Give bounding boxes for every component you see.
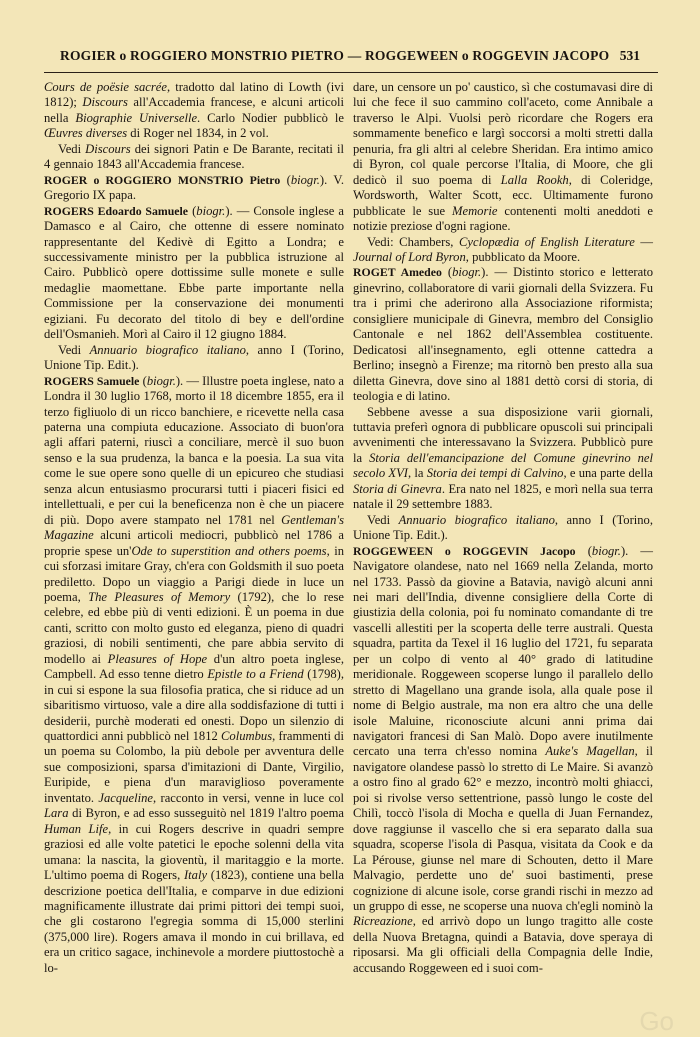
right-column [353, 80, 653, 976]
reference-note: Vedi Annuario biografico italiano, anno I (Torino, Unione Tip. Edit.). [44, 342, 345, 373]
watermark: Go [639, 1006, 674, 1036]
entry-roggeween: ROGGEWEEN o ROGGEVIN Jacopo (biogr.). — Navigatore olandese, nato nel 1669 nella Zelanda, morto nel 1733. Passò da giovine a Batavia, navigò alcuni anni nei mari dell'India, divenne consigliere della Corte di giustizia della colonia, poi fu nominato comandante di tre vascelli allestiti per la scoperta delle terre australi. Questa squadra, partita da Texel il 16 luglio del 1721, fu separata per un colpo di vento al 40° grado di latitudine meridionale. Roggeween scoperse lungo il parallelo dello stretto di Magellano una grande isola, alla quale pose il nome di Belgio australe, ma non era altro che una delle isole Maluine, riconosciute alcuni anni prima dai navigatori francesi di San Malò. Dopo avere inutilmente cercato una terra ch'esso nomina Auke's Magellan, il navigatore olandese passò lo stretto di Le Maire. Si avanzò a ostro fino al grado 62° e mezzo, incontrò molti ghiacci, poi si rivolse verso settentrione, passò lungo le coste del Chilì, toccò l'isola di Mocha e quella di Juan Fernandez, dove raggiunse il vascello che si era separato dalla sua squadra, scoperse l'isola di Pasqua, visitata da Cook e da La Pérouse, giunse nel mare di Schouten, detto il Mare Malvagio, perdette uno de' suoi bastimenti, prese cognizione di alcune isole, corse grandi rischi in mezzo ad un gruppo di esse, ne scoperse una nuova ch'egli nominò la Ricreazione, ed arrivò dopo un lungo tragitto alle coste della Nuova Bretagna, quindi a Batavia, dove speraya di riposarsi. Ma gli officiali della Compagnia delle Indie, accusando Roggeween ed i suoi com- [353, 543, 654, 975]
entry-roger: ROGER o ROGGIERO MONSTRIO Pietro (biogr.). V. Gregorio IX papa. [44, 172, 344, 203]
page-number: 531 [619, 48, 640, 63]
paragraph: Vedi Discours dei signori Patin e De Barante, recitati il 4 gennaio 1843 all'Accademia francese. [44, 141, 344, 172]
paragraph: Cours de poësie sacrée, tradotto dal latino di Lowth (ivi 1812); Discours all'Accademia francese, e alcuni articoli nella Biographie Universelle. Carlo Nodier pubblicò le Œuvres diverses di Roger nel 1834, in 2 vol. [44, 80, 344, 141]
running-head: ROGIER o ROGGIERO MONSTRIO PIETRO — ROGGEWEEN o ROGGEVIN JACOPO [60, 48, 610, 63]
page-header [0, 48, 700, 70]
reference-note: Vedi: Chambers, Cyclopædia of English Literature — Journal of Lord Byron, pubblicato da Moore. [353, 234, 653, 264]
paragraph: Sebbene avesse a sua disposizione varii giornali, tuttavia preferì ognora di pubblicare opuscoli sui principali avvenimenti che interessavano la Svizzera. Pubblicò pure la Storia dell'emancipazione del Comune ginevrino nel secolo XVI, la Storia dei tempi di Calvino, e una parte della Storia di Ginevra. Era nato nel 1825, e morì nella sua terra natale il 29 settembre 1883. [353, 404, 653, 512]
entry-roget: ROGET Amedeo (biogr.). — Distinto storico e letterato ginevrino, collaboratore di varii giornali della Svizzera. Fu tra i primi che aderirono alla Associazione riformista; consigliere municipale di Ginevra, membro del Consiglio Cantonale e nel 1862 dell'Assemblea costituente. Dedicatosi all'insegnamento, egli ottenne cattedra a Berlino; insegnò a Firenze; ma ritornò ben presto alla sua diletta Ginevra, dove sino al 1881 dettò corsi di storia, di teologia e di latino. [353, 265, 653, 404]
header-rule [44, 72, 658, 73]
left-column [44, 80, 344, 976]
entry-rogers-samuele: ROGERS Samuele (biogr.). — Illustre poeta inglese, nato a Londra il 30 luglio 1768, morto il 18 dicembre 1855, era il terzo figliuolo di un ricco banchiere, e ricevette nella casa paterna una compiuta educazione. Associato di buon'ora agli affari paterni, riuscì a conciliare, mercè il suo buon senso e la sua prudenza, la banca e la poesia. La sua vita come le sue opere sono quelle di un epicureo che studiasi senza alcun entusiasmo procurarsi tutti i piaceri fisici ed intellettuali, e per cui la beneficenza non è che un piacere di più. Dopo avere stampato nel 1781 nel Gentleman's Magazine alcuni articoli mediocri, pubblicò nel 1786 a proprie spese un'Ode to superstition and others poems, in cui sforzasi imitare Gray, ch'era con Goldsmith il suo poeta prediletto. Dopo un viaggio a Parigi diede in luce un poema, The Pleasures of Memory (1792), che lo rese celebre, ed ebbe più di venti edizioni. È un poema in due canti, scritto con molto gusto ed eleganza, pieno di quadri graziosi, di nobili sentimenti, che pare abbia servito di modello ai Pleasures of Hope d'un altro poeta inglese, Campbell. Ad esso tenne dietro Epistle to a Friend (1798), in cui si espone la sua filosofia pratica, che si riduce ad un sibaritismo virtuoso, vale a dire alla soddisfazione di tutti i desiderii, purchè moderati ed onesti. Dopo un silenzio di quattordici anni pubblicò nel 1812 Columbus, frammenti di un poema su Colombo, la più debole per avventura delle sue composizioni, sparsa d'imitazioni di Dante, Virgilio, Euripide, e piena d'un maraviglioso poveramente inventato. Jacqueline, racconto in versi, venne in luce col Lara di Byron, e ad esso susseguitò nel 1819 l'altro poema Human Life, in cui Rogers descrive in quadri sempre graziosi ed alle volte patetici le epoche solenni della vita umana: la nascita, la gioventù, il maritaggio e la morte. L'ultimo poema di Rogers, Italy (1823), contiene una bella descrizione poetica dell'Italia, e comparve in due edizioni magnificamente illustrate dai primi pittori dei tempi suoi, che gli costarono l'egregia somma di 15,000 sterlini (375,000 lire). Rogers amava il mondo in cui brillava, ed era un critico sagace, inchinevole a mordere piuttostochè a lo- [44, 373, 345, 975]
reference-note: Vedi Annuario biografico italiano, anno I (Torino, Unione Tip. Edit.). [353, 512, 654, 543]
paragraph: dare, un censore un po' caustico, sì che costumavasi dire di lui che fece il suo cammino coll'aceto, come Annibale a traverso le Alpi. Vuolsi però ricordare che Rogers era sommamente benefico e largì soccorsi a molti stretti dalla penuria, fra gli altri al celebre Sheridan. Era intimo amico di Byron, col quale percorse l'Italia, di Moore, che gli dedicò il suo poema di Lalla Rookh, di Coleridge, Wordsworth, Walter Scott, ecc. Ultimamente furono pubblicate le sue Memorie contenenti molti aneddoti e notizie preziose d'ogni ragione. [353, 80, 654, 234]
entry-rogers-edoardo: ROGERS Edoardo Samuele (biogr.). — Console inglese a Damasco e al Cairo, che ottenne di essere nominato rappresentante del Kedivè di Egitto a Londra; e successivamente ministro per la pubblica istruzione al Cairo. Pubblicò opere dottissime sulle monete e sulle medaglie maomettane. Ebbe parte importante nella Commissione per la conservazione dei monumenti egiziani. Fu decorato del titolo di bey e dell'ordine dell'Osmanieh. Morì al Cairo il 12 giugno 1884. [44, 203, 344, 342]
